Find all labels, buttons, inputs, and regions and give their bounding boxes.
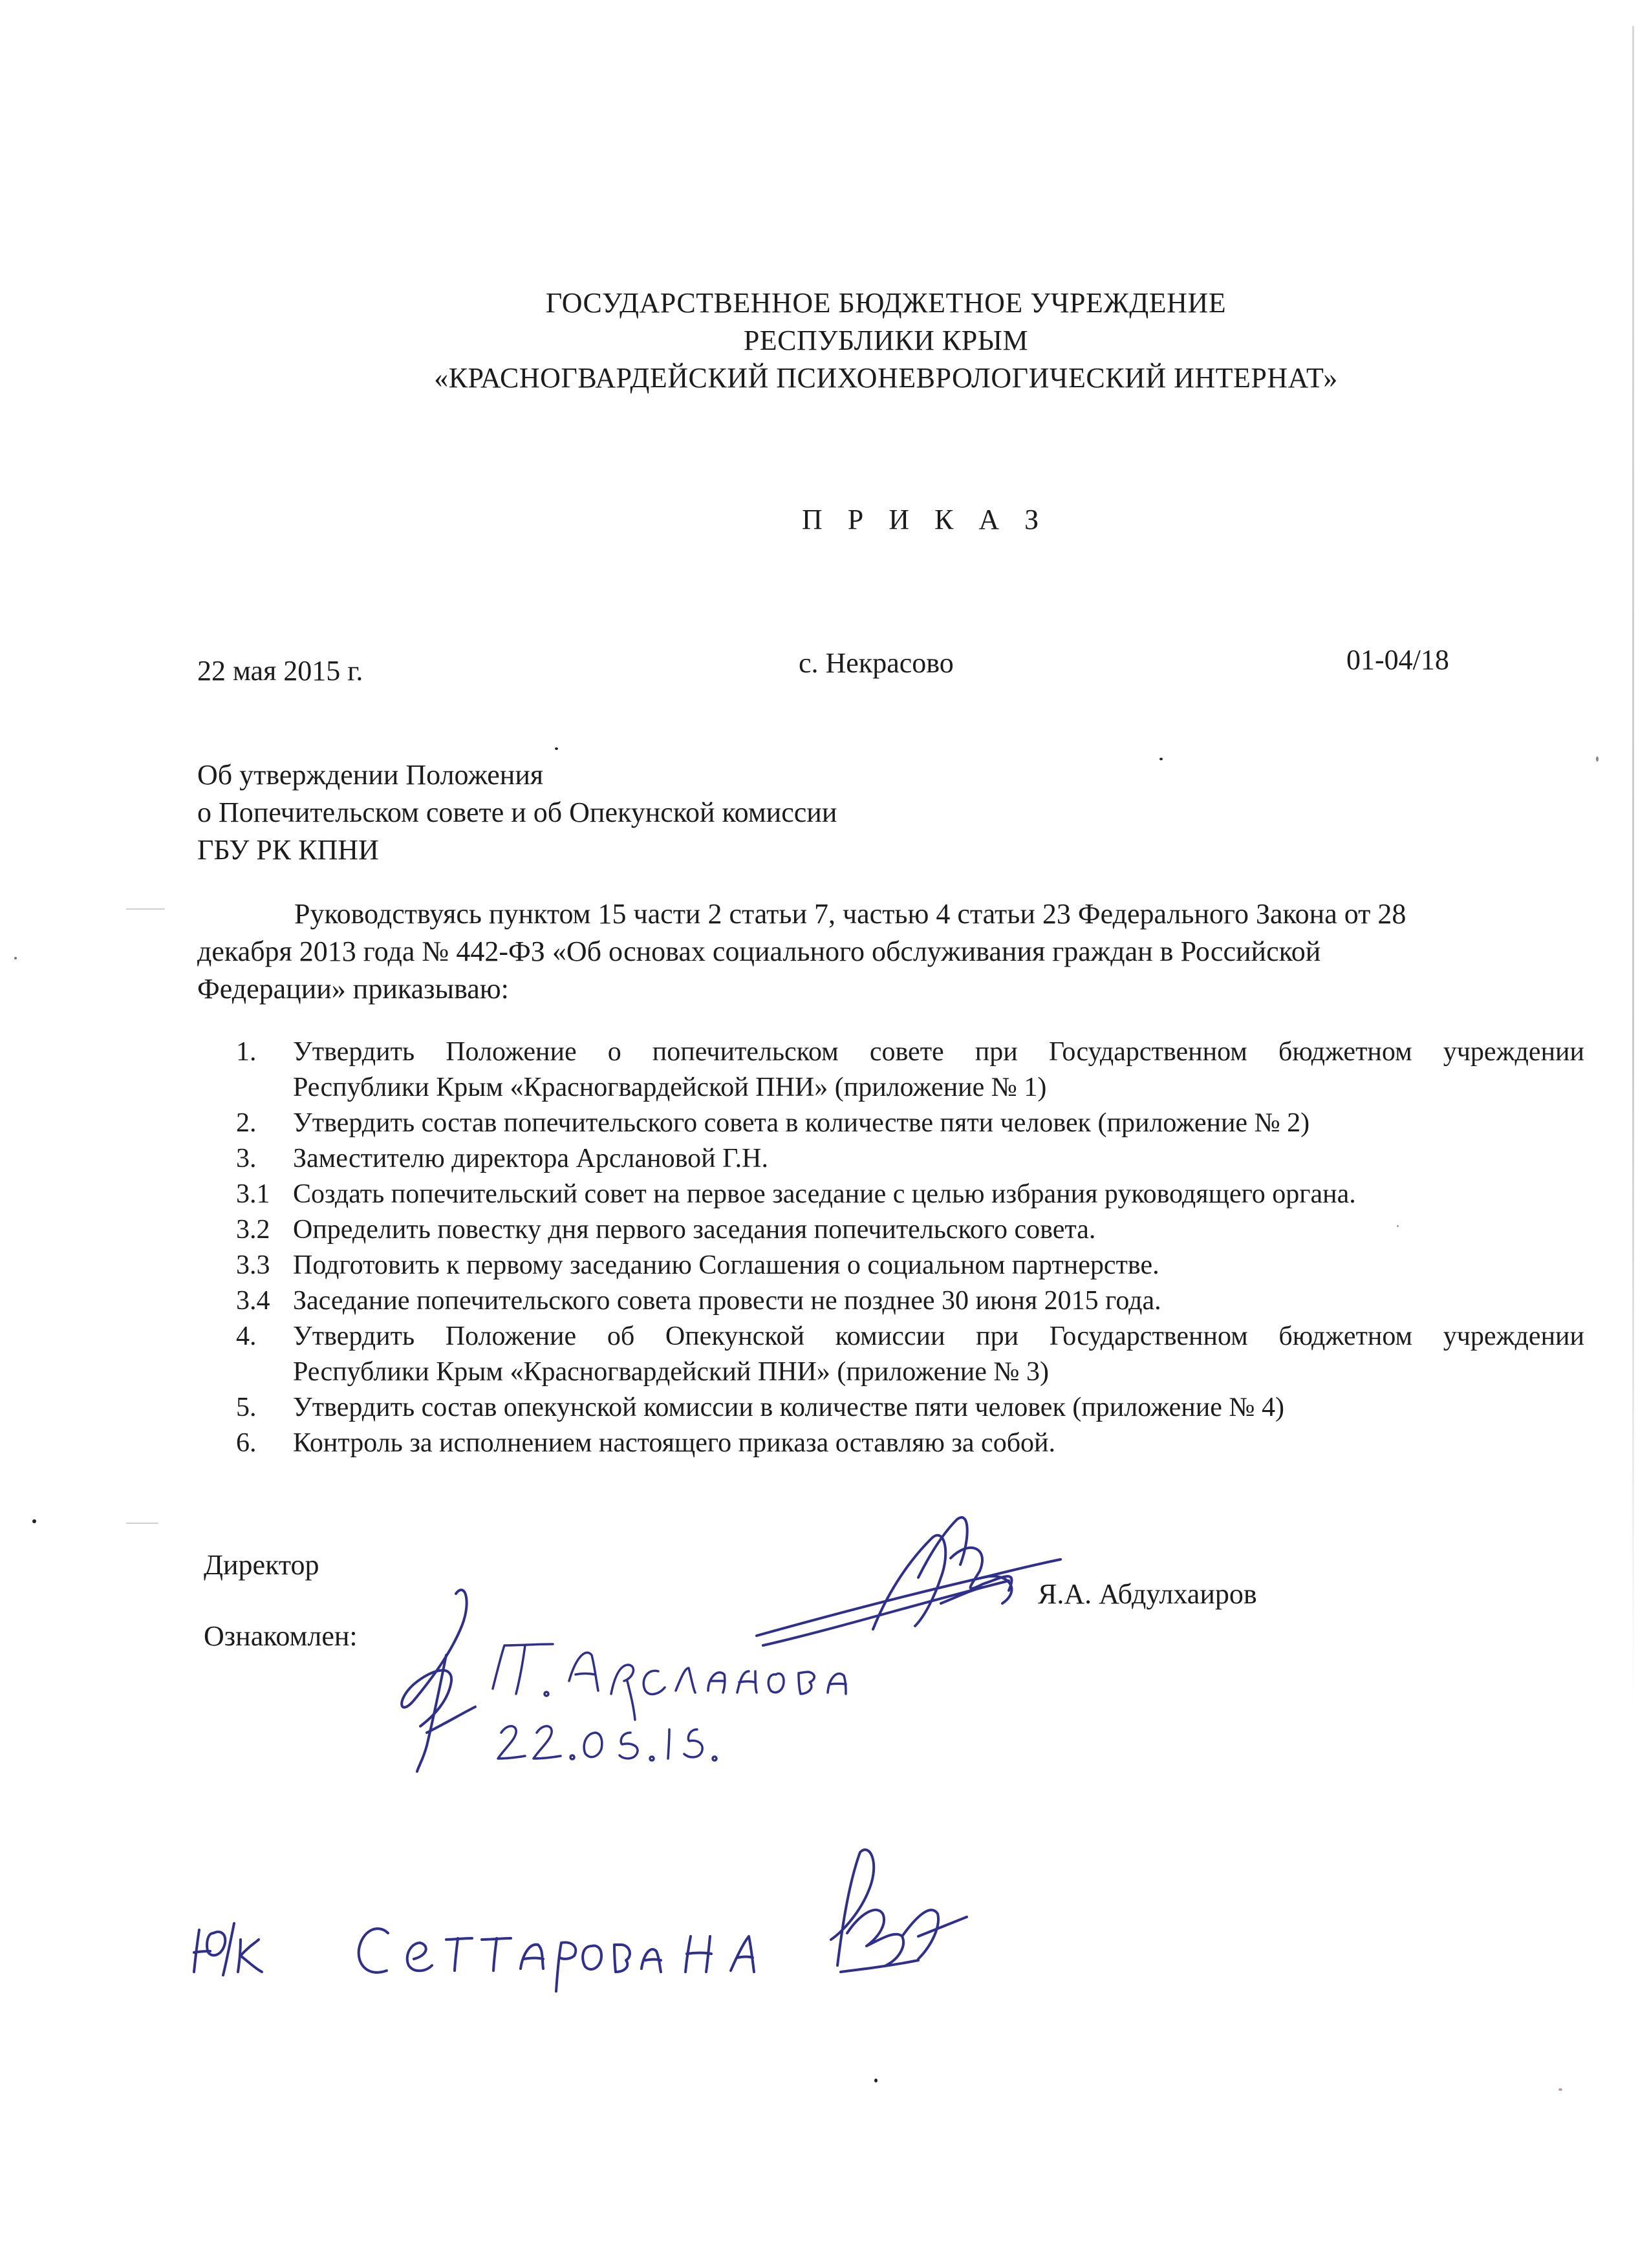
scan-speck [1397, 1225, 1399, 1227]
item-text: Подготовить к первому заседанию Соглашения о социальном партнерстве. [293, 1250, 1159, 1280]
acquainted-date-handwriting [498, 1726, 717, 1760]
director-name: Я.А. Абдулхаиров [1038, 1578, 1257, 1610]
acquainted-signature [402, 1590, 475, 1771]
acquainted-name-handwriting [493, 1644, 846, 1720]
scan-speck [126, 1523, 158, 1524]
order-preamble [197, 895, 1523, 1008]
item-number: 5. [236, 1393, 257, 1422]
list-item [236, 1106, 1584, 1141]
subject-line-3: ГБУ РК КПНИ [197, 834, 379, 866]
scan-edge [1632, 26, 1634, 1707]
scan-speck [126, 908, 165, 910]
item-number: 1. [236, 1037, 257, 1067]
item-text: Определить повестку дня первого заседания попечительского совета. [293, 1215, 1096, 1245]
item-number: 6. [236, 1428, 257, 1458]
director-signature [757, 1517, 1061, 1645]
order-date: 22 мая 2015 г. [197, 655, 363, 687]
item-text: Контроль за исполнением настоящего приказа оставляю за собой. [293, 1428, 1056, 1458]
subject-line-1: Об утверждении Положения [197, 759, 544, 791]
item-text: Заседание попечительского совета провести не позднее 30 июня 2015 года. [293, 1286, 1161, 1316]
item-text: Создать попечительский совет на первое заседание с целью избрания руководящего органа. [293, 1179, 1356, 1209]
preamble-line-1: Руководствуясь пунктом 15 части 2 статьи 7, частью 4 статьи 23 Федерального Закона от 28 [294, 898, 1406, 930]
director-label: Директор [204, 1549, 319, 1581]
item-number: 3. [236, 1144, 257, 1173]
order-items-list [236, 1034, 1584, 1461]
item-text-line-2: Республики Крым «Красногвардейский ПНИ» (приложение № 3) [293, 1357, 1049, 1387]
item-number: 3.3 [236, 1250, 270, 1280]
order-subject [197, 756, 837, 869]
list-item [236, 1212, 1584, 1248]
list-item [236, 1426, 1584, 1461]
header-line-2: РЕСПУБЛИКИ КРЫМ [743, 325, 1029, 356]
scan-speck [874, 2079, 878, 2082]
preamble-line-3: Федерации» приказываю: [197, 973, 509, 1005]
scan-speck [1596, 756, 1599, 762]
item-text: Утвердить состав попечительского совета в количестве пяти человек (приложение № 2) [293, 1108, 1310, 1138]
scan-speck [1558, 2088, 1562, 2091]
scan-speck [32, 1519, 36, 1523]
item-number: 2. [236, 1108, 257, 1138]
list-item [236, 1034, 1584, 1106]
item-number: 4. [236, 1321, 257, 1351]
subject-line-2: о Попечительском совете и об Опекунской комиссии [197, 797, 837, 828]
organization-header [194, 284, 1578, 397]
item-number: 3.2 [236, 1215, 270, 1245]
order-number: 01-04/18 [1346, 644, 1449, 676]
item-number: 3.1 [236, 1179, 270, 1209]
list-item [236, 1390, 1584, 1426]
list-item [236, 1319, 1584, 1390]
item-text-line-2: Республики Крым «Красногвардейской ПНИ» (приложение № 1) [293, 1073, 1047, 1102]
order-place: с. Некрасово [799, 647, 954, 679]
list-item [236, 1141, 1584, 1177]
list-item [236, 1283, 1584, 1319]
scan-speck [1159, 758, 1163, 760]
item-number: 3.4 [236, 1286, 270, 1316]
scan-speck [555, 747, 558, 750]
list-item [236, 1177, 1584, 1212]
preamble-line-2: декабря 2013 года № 442-ФЗ «Об основах социального обслуживания граждан в Российской [197, 936, 1321, 967]
item-text-line-1: Утвердить Положение об Опекунской комиссии при Государственном бюджетном учреждении [293, 1321, 1584, 1351]
header-line-3: «КРАСНОГВАРДЕЙСКИЙ ПСИХОНЕВРОЛОГИЧЕСКИЙ ИНТЕРНАТ» [434, 362, 1338, 394]
document-title: П Р И К А З [802, 504, 1048, 535]
item-text: Заместителю директора Арслановой Г.Н. [293, 1144, 768, 1173]
acquainted-label: Ознакомлен: [204, 1620, 358, 1652]
list-item [236, 1248, 1584, 1283]
header-line-1: ГОСУДАРСТВЕННОЕ БЮДЖЕТНОЕ УЧРЕЖДЕНИЕ [545, 287, 1227, 319]
second-note-handwriting [194, 1850, 967, 1991]
scan-speck [14, 957, 17, 959]
item-text: Утвердить состав опекунской комиссии в количестве пяти человек (приложение № 4) [293, 1393, 1284, 1422]
item-text-line-1: Утвердить Положение о попечительском совете при Государственном бюджетном учреждении [293, 1037, 1584, 1067]
